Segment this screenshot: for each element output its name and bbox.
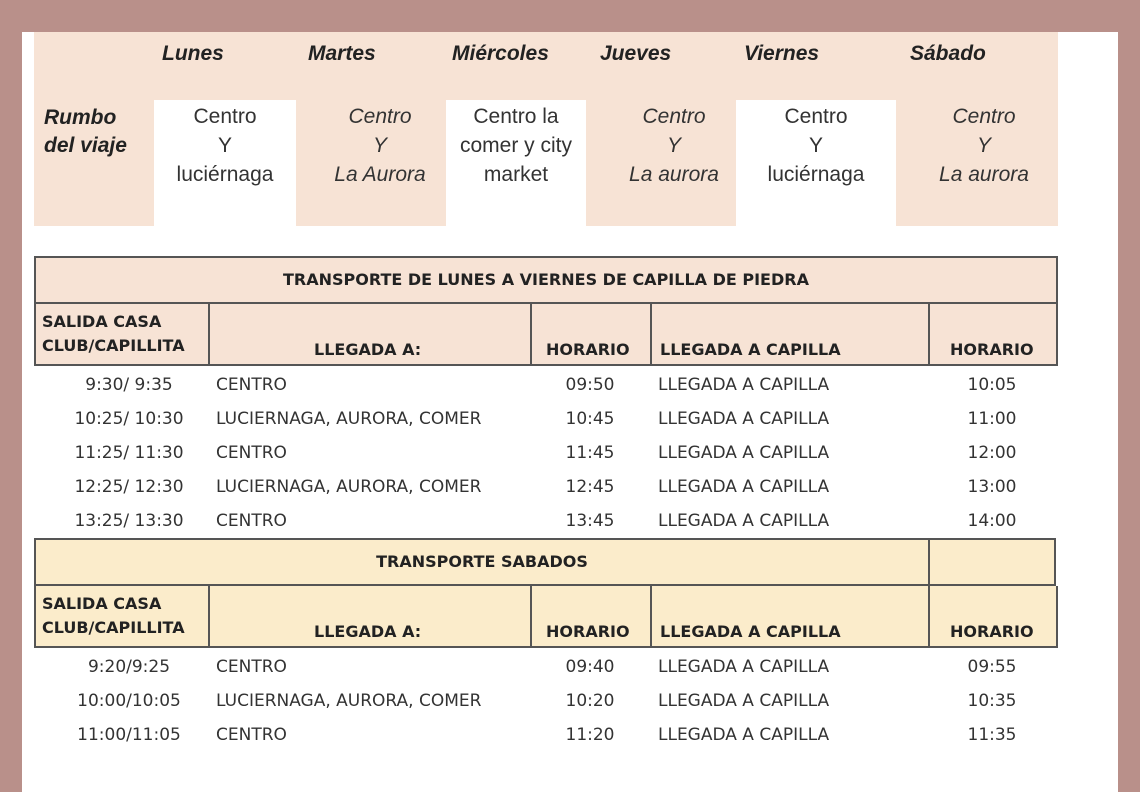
route-line: Y: [808, 134, 823, 157]
cell-salida: 10:25/ 10:30: [74, 409, 184, 429]
cell-capilla: LLEGADA A CAPILLA: [658, 477, 830, 497]
cell-salida: 13:25/ 13:30: [74, 511, 184, 531]
table-row: [34, 402, 1058, 436]
cell-destino: CENTRO: [216, 725, 287, 745]
header-horario-2-text: HORARIO: [950, 622, 1034, 641]
table-row: [34, 470, 1058, 504]
route-line: La aurora: [939, 163, 1029, 186]
header-llegada-capilla: [652, 586, 930, 646]
route-line: La aurora: [629, 163, 719, 186]
cell-capilla: LLEGADA A CAPILLA: [658, 691, 830, 711]
header-llegada: [210, 304, 532, 364]
header-horario: [532, 304, 652, 364]
cell-salida: 11:25/ 11:30: [74, 443, 184, 463]
day-header-martes: Martes: [308, 42, 376, 65]
header-salida-line: CLUB/CAPILLITA: [42, 618, 185, 637]
cell-salida: 11:00/11:05: [77, 725, 181, 745]
route-line: Y: [666, 134, 681, 157]
cell-horario: 09:40: [565, 657, 615, 677]
header-horario-text: HORARIO: [546, 340, 630, 359]
cell-salida: 9:20/9:25: [87, 657, 171, 677]
header-salida: [36, 586, 210, 646]
table-row: [34, 436, 1058, 470]
day-header-lunes: Lunes: [162, 42, 224, 65]
cell-horario: 10:20: [565, 691, 615, 711]
cell-horario2: 12:00: [967, 443, 1017, 463]
header-horario-2-text: HORARIO: [950, 340, 1034, 359]
header-llegada: [210, 586, 532, 646]
cell-destino: LUCIERNAGA, AURORA, COMER: [216, 477, 482, 497]
cell-salida: 9:30/ 9:35: [85, 375, 173, 395]
cell-horario: 09:50: [565, 375, 615, 395]
header-salida-line: SALIDA CASA: [42, 312, 162, 331]
cell-horario: 13:45: [565, 511, 615, 531]
cell-horario2: 11:35: [967, 725, 1017, 745]
cell-capilla: LLEGADA A CAPILLA: [658, 657, 830, 677]
header-llegada-capilla-text: LLEGADA A CAPILLA: [660, 340, 841, 359]
route-cell-viernes: [736, 100, 896, 226]
cell-destino: LUCIERNAGA, AURORA, COMER: [216, 691, 482, 711]
route-line: La Aurora: [334, 163, 426, 186]
route-line: luciérnaga: [176, 163, 274, 186]
route-cell-sabado: [910, 100, 1058, 226]
route-line: market: [483, 163, 549, 186]
cell-horario: 12:45: [565, 477, 615, 497]
cell-horario2: 13:00: [967, 477, 1017, 497]
day-header-miercoles: Miércoles: [452, 42, 549, 65]
route-line: comer y city: [459, 134, 572, 157]
header-horario: [532, 586, 652, 646]
cell-salida: 10:00/10:05: [77, 691, 181, 711]
header-llegada-text: LLEGADA A:: [314, 622, 422, 641]
cell-horario2: 10:35: [967, 691, 1017, 711]
saturday-title: TRANSPORTE SABADOS: [376, 552, 588, 571]
header-salida: [36, 304, 210, 364]
route-line: Centro: [642, 105, 706, 128]
cell-destino: CENTRO: [216, 657, 287, 677]
cell-horario2: 14:00: [967, 511, 1017, 531]
route-line: Y: [372, 134, 387, 157]
route-line: luciérnaga: [767, 163, 865, 186]
table-row: [34, 718, 1058, 752]
table-row: [34, 650, 1058, 684]
cell-destino: CENTRO: [216, 443, 287, 463]
route-line: Centro: [952, 105, 1016, 128]
route-cell-miercoles: [446, 100, 586, 226]
header-salida-line: SALIDA CASA: [42, 594, 162, 613]
route-cell-jueves: [600, 100, 748, 226]
route-line: Centro: [784, 105, 848, 128]
cell-horario: 11:45: [565, 443, 615, 463]
route-row-label: [44, 104, 154, 160]
header-horario-2: [930, 586, 1058, 646]
route-line: Centro: [193, 105, 257, 128]
cell-horario: 11:20: [565, 725, 615, 745]
cell-capilla: LLEGADA A CAPILLA: [658, 725, 830, 745]
route-line: Y: [976, 134, 991, 157]
day-header-sabado: Sábado: [910, 42, 986, 65]
header-llegada-capilla-text: LLEGADA A CAPILLA: [660, 622, 841, 641]
cell-horario: 10:45: [565, 409, 615, 429]
route-line: Centro la: [473, 105, 559, 128]
table-row: [34, 684, 1058, 718]
cell-horario2: 11:00: [967, 409, 1017, 429]
weekday-title-band: [34, 256, 1058, 304]
weekday-title: TRANSPORTE DE LUNES A VIERNES DE CAPILLA DE PIEDRA: [283, 270, 809, 289]
cell-horario2: 10:05: [967, 375, 1017, 395]
weekly-route-table: [34, 32, 1058, 226]
weekday-header-row: [34, 304, 1058, 366]
saturday-title-band: [34, 538, 930, 586]
header-salida-line: CLUB/CAPILLITA: [42, 336, 185, 355]
cell-salida: 12:25/ 12:30: [74, 477, 184, 497]
header-llegada-capilla: [652, 304, 930, 364]
cell-capilla: LLEGADA A CAPILLA: [658, 511, 830, 531]
route-cell-martes: [306, 100, 454, 226]
table-row: [34, 504, 1058, 538]
cell-destino: CENTRO: [216, 375, 287, 395]
route-row-label-line: Rumbo: [44, 106, 117, 129]
day-header-jueves: Jueves: [600, 42, 672, 65]
header-llegada-text: LLEGADA A:: [314, 340, 422, 359]
cell-horario2: 09:55: [967, 657, 1017, 677]
route-line: Y: [217, 134, 232, 157]
saturday-title-band-end: [928, 538, 1056, 586]
header-horario-2: [930, 304, 1058, 364]
cell-destino: LUCIERNAGA, AURORA, COMER: [216, 409, 482, 429]
cell-capilla: LLEGADA A CAPILLA: [658, 443, 830, 463]
day-header-viernes: Viernes: [744, 42, 820, 65]
table-row: [34, 368, 1058, 402]
saturday-header-row: [34, 586, 1058, 648]
header-horario-text: HORARIO: [546, 622, 630, 641]
route-line: Centro: [348, 105, 412, 128]
cell-capilla: LLEGADA A CAPILLA: [658, 409, 830, 429]
route-row-label-line: del viaje: [44, 134, 127, 157]
route-cell-lunes: [154, 100, 296, 226]
cell-capilla: LLEGADA A CAPILLA: [658, 375, 830, 395]
schedule-sheet: [22, 32, 1118, 792]
cell-destino: CENTRO: [216, 511, 287, 531]
